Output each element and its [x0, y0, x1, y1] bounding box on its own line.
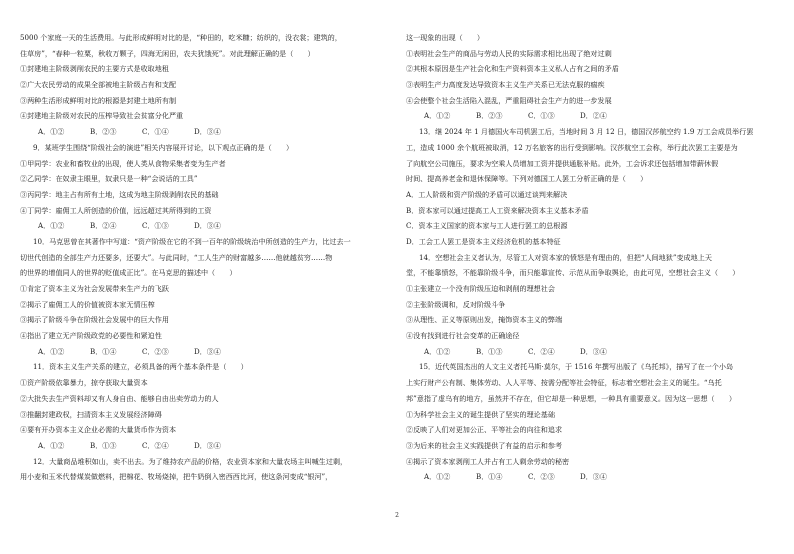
text-line: ④指出了建立无产阶级政党的必要性和紧迫性	[20, 331, 162, 341]
answer-option: C．②③	[142, 346, 169, 356]
answer-option: D．③④	[580, 472, 607, 482]
text-line: 堂，不能靠愤怒，不能靠阶级斗争，而只能靠宣传、示范从而争取舆论，由此可见，空想社会主义（ ）	[406, 268, 740, 278]
text-line: ②乙同学：在奴隶主眼里，奴隶只是一种“会说话的工具”	[20, 174, 198, 184]
text-line: ③揭示了阶级斗争在阶级社会发展中的巨大作用	[20, 315, 169, 325]
text-line: ④丁同学：雇佣工人所创造的价值，远远超过其所得到的工资	[20, 205, 212, 215]
text-line: 上实行财产公有制、集体劳动、人人平等、按需分配等社会特征，标志着空想社会主义的诞生。“乌托	[406, 378, 722, 388]
text-line: B．资本家可以通过提高工人工资来解决资本主义基本矛盾	[406, 205, 589, 215]
text-line: 住草房”，“春种一粒粟，秋收万颗子，四海无闲田，农夫犹饿死”。对此理解正确的是（ ）	[20, 48, 315, 58]
question-stem: 13．继 2024 年 1 月德国火车司机罢工后，当地时间 3 月 12 日，德国汉莎航空约 1.9 万工会成员举行罢	[419, 127, 754, 137]
answer-options	[406, 344, 774, 360]
answer-option: A．①②	[38, 440, 65, 450]
text-line: A．工人阶级和资产阶级的矛盾可以通过谈判来解决	[406, 189, 568, 199]
answer-option: B．①④	[476, 472, 503, 482]
answer-option: A．①②	[424, 111, 451, 121]
text-line: ③丙同学：地主占有所有土地，这成为地主阶级剥削农民的基础	[20, 189, 219, 199]
text-line: 的世界的增值同人的世界的贬值成正比”。在马克思的描述中（ ）	[20, 268, 237, 278]
answer-option: A．①②	[424, 346, 451, 356]
text-line: ③从理性、正义等原则出发，掩饰资本主义的弊端	[406, 315, 563, 325]
text-line: ③表明生产力高度发达导致资本主义生产关系已无法克服的痼疾	[406, 80, 605, 90]
text-line: ③两种生活形成鲜明对比的根源是封建土地所有制	[20, 95, 177, 105]
answer-option: B．①④	[90, 346, 117, 356]
text-line: ④没有找到进行社会变革的正确途径	[406, 331, 520, 341]
answer-option: D．③④	[194, 346, 221, 356]
text-line: ④会使整个社会生活陷入混乱，严重阻碍社会生产力的进一步发展	[406, 95, 612, 105]
answer-option: D．②④	[580, 111, 607, 121]
text-line: 工，造成 1000 余个航班被取消，12 万名旅客的出行受到影响。汉莎航空工会称，举行此次罢工主要是为	[406, 142, 738, 152]
answer-options	[406, 108, 774, 124]
answer-option: A．①②	[38, 346, 65, 356]
text-line: ①甲同学：农业和畜牧业的出现，使人类从食物采集者变为生产者	[20, 158, 226, 168]
answer-option: C．①③	[142, 221, 169, 231]
answer-option: A．①②	[424, 472, 451, 482]
question-stem: 14．空想社会主义者认为，尽管工人对资本家的愤怒是有理由的，但把“人间地狱”变成地上天	[419, 252, 712, 262]
question-stem: 10．马克思曾在其著作中写道：“资产阶级在它的不到一百年的阶级统治中所创造的生产力，比过去一	[33, 236, 351, 246]
right-column	[406, 30, 774, 485]
answer-option: D．③④	[194, 440, 221, 450]
text-line: 时间、提高养老金和退休保障等。下列对德国工人罢工分析正确的是（ ）	[406, 174, 648, 184]
text-line: ②广大农民劳动的成果全部被地主阶级占有和支配	[20, 80, 177, 90]
text-line: ②其根本原因是生产社会化和生产资料资本主义私人占有之间的矛盾	[406, 64, 619, 74]
answer-options	[20, 124, 388, 140]
text-line: ③推翻封建政权，扫清资本主义发展经济障碍	[20, 409, 162, 419]
text-line: ④揭示了资本家剥削工人并占有工人剩余劳动的秘密	[406, 456, 570, 466]
text-line: ②大批失去生产资料却又有人身自由、能够自由出卖劳动力的人	[20, 393, 219, 403]
text-line: 5000 个家庭一天的生活费用。与此形成鲜明对比的是，“种田的，吃米糠；纺织的，没衣裳；建筑的，	[20, 33, 342, 42]
left-column	[20, 30, 388, 485]
answer-options	[20, 218, 388, 234]
text-line: 切世代创造的全部生产力还要多，还要大”。与此同时，“工人生产的财富越多……他就越贫穷……物	[20, 252, 333, 262]
page-number: 2	[395, 512, 399, 519]
answer-option: D．③④	[194, 127, 221, 137]
answer-option: C．①③	[528, 111, 555, 121]
answer-option: D．③④	[580, 346, 607, 356]
text-line: ②反映了人们对更加公正、平等社会的向往和追求	[406, 425, 563, 435]
text-line: ④要有开办资本主义企业必需的大量货币作为资本	[20, 425, 177, 435]
question-stem: 9．某班学生围绕“阶级社会的演进”相关内容展开讨论，以下观点正确的是（ ）	[33, 142, 294, 152]
answer-option: B．②③	[476, 111, 503, 121]
answer-options	[20, 344, 388, 360]
answer-option: C．②④	[528, 346, 555, 356]
question-stem: 11．资本主义生产关系的建立，必须具备的两个基本条件是（ ）	[33, 362, 248, 372]
text-line: 这一现象的出现（ ）	[406, 33, 485, 42]
answer-option: C．①④	[142, 127, 169, 137]
text-line: 邦”意指了虚乌有的地方，虽然并不存在，但它却是一种思想，一种具有重要意义。因为这一思想（ ）	[406, 393, 736, 403]
text-line: 了向航空公司施压，要求为空乘人员增加工资并提供通胀补贴。此外，工会诉求还包括增加带薪休假	[406, 158, 719, 168]
answer-option: A．①②	[38, 221, 65, 231]
question-stem: 15．近代英国杰出的人文主义者托马斯·莫尔，于 1516 年撰写出版了《乌托邦》，描写了在一个小岛	[419, 362, 734, 372]
text-line: ①资产阶级依靠暴力，掠夺获取大量资本	[20, 378, 148, 388]
text-line: ①主张建立一个没有阶级压迫和剥削的理想社会	[406, 284, 555, 293]
answer-option: D．③④	[194, 221, 221, 231]
question-stem: 12．大量商品堆积如山，卖不出去。为了维持农产品的价格，农业资本家和大量农场主叫喊生过剩，	[33, 456, 348, 466]
text-line: ②揭示了雇佣工人的价值被资本家无情压榨	[20, 299, 155, 309]
text-line: ②主张阶级调和，反对阶级斗争	[406, 299, 506, 309]
text-line: C．资本主义国家的资本家与工人进行罢工的总根源	[406, 221, 568, 231]
text-line: D．工会工人罢工是资本主义经济危机的基本特征	[406, 236, 561, 246]
answer-options	[20, 438, 388, 454]
text-line: ①封建地主阶级剥削农民的主要方式是收取地租	[20, 64, 169, 74]
answer-option: B．①③	[476, 346, 503, 356]
text-line: ③为后来的社会主义实践提供了有益的启示和参考	[406, 440, 563, 450]
answer-option: B．②③	[90, 127, 117, 137]
answer-option: C．②④	[142, 440, 169, 450]
answer-option: C．②③	[528, 472, 555, 482]
answer-options	[406, 469, 774, 485]
text-line: ①肯定了资本主义为社会发展带来生产力的飞跃	[20, 284, 169, 293]
text-line: ④封建地主阶级对农民的压榨导致社会贫富分化严重	[20, 111, 184, 121]
answer-option: A．①②	[38, 127, 65, 137]
answer-option: B．①③	[90, 440, 117, 450]
text-line: 用小麦和玉米代替煤炭做燃料，把棉花、牧场烧掉，把牛奶倒入密西西比河，使这条河变成“银河”，	[20, 472, 333, 482]
text-line: ①为科学社会主义的诞生提供了坚实的理论基础	[406, 409, 555, 419]
answer-option: B．②④	[90, 221, 117, 231]
text-line: ①表明社会生产的商品与劳动人民的实际需求相比出现了绝对过剩	[406, 48, 612, 58]
